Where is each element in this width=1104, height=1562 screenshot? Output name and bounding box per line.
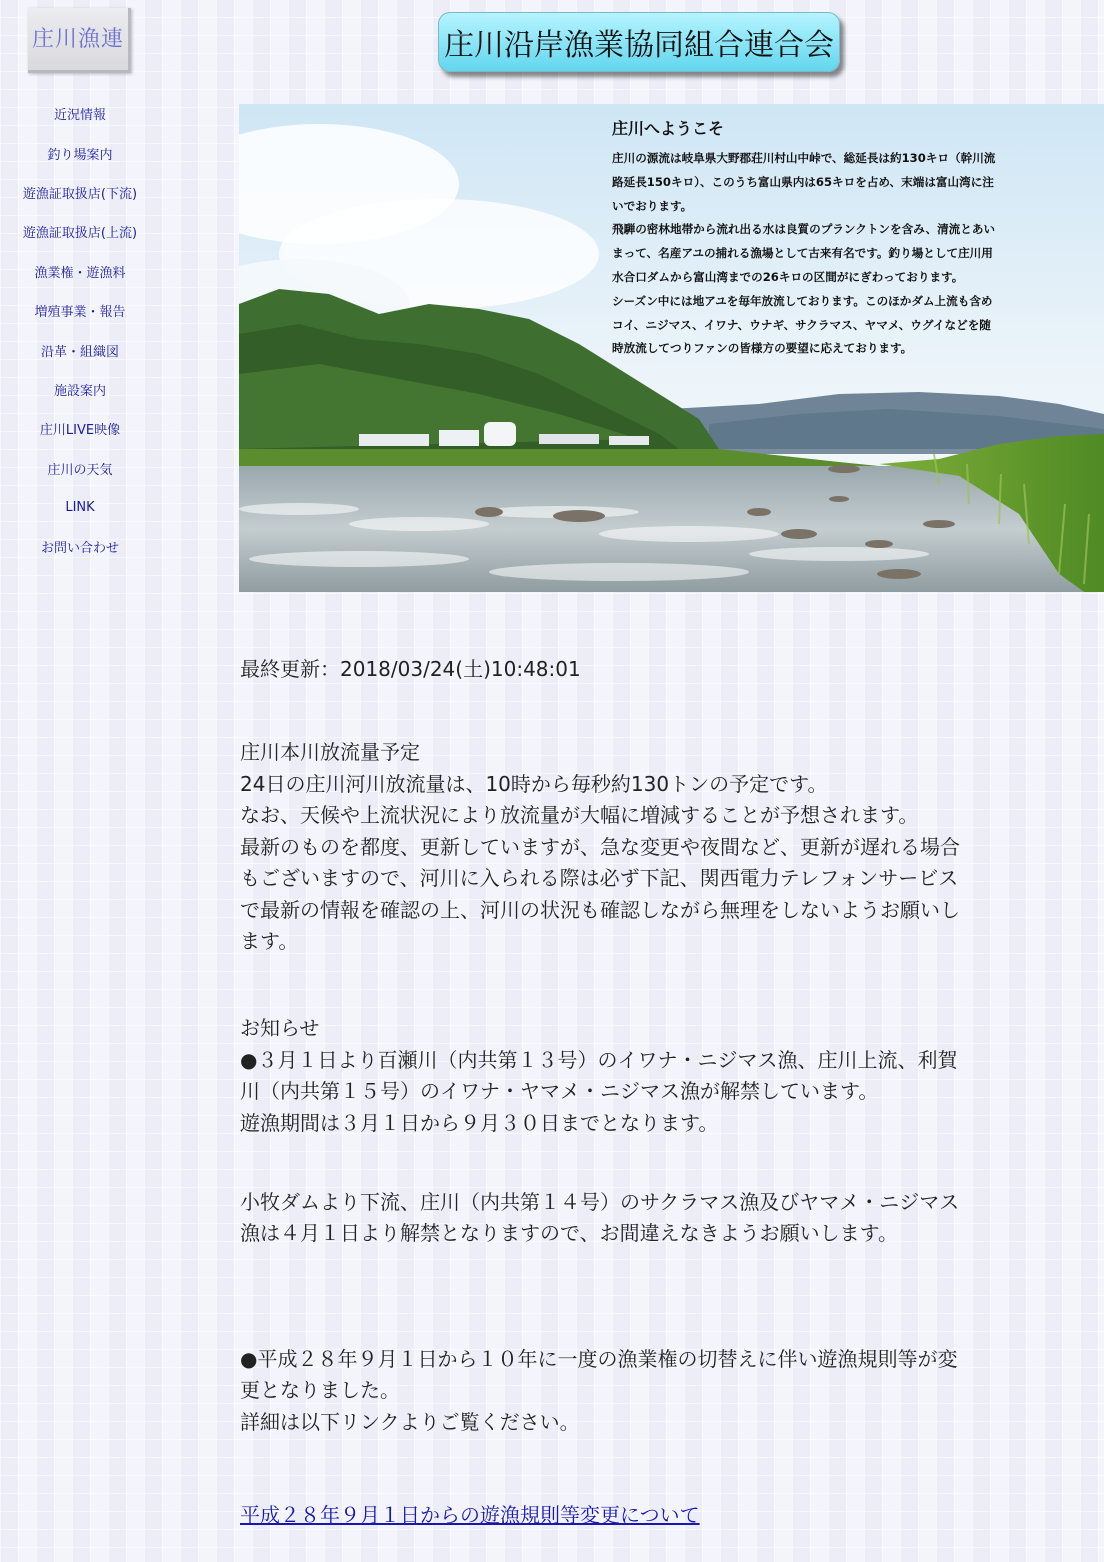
- welcome-heading: 庄川へようこそ: [612, 119, 725, 138]
- sidebar-item-news: [0, 94, 160, 133]
- page-title: 庄川沿岸漁業協同組合連合会: [444, 28, 834, 63]
- sidebar-item-fishing-spots: [0, 133, 160, 172]
- notice-line: 小牧ダムより下流、庄川（内共第１４号）のサクラマス漁及びヤマメ・ニジマス: [240, 1189, 960, 1214]
- sidebar-link-news[interactable]: 近況情報: [53, 108, 106, 124]
- notice-title: お知らせ: [240, 1016, 320, 1040]
- notice-line: 漁は４月１日より解禁となりますので、お間違えなきようお願いします。: [240, 1221, 898, 1245]
- sidebar-link-weather[interactable]: 庄川の天気: [47, 462, 113, 478]
- welcome-line: コイ、ニジマス、イワナ、ウナギ、サクラマス、ヤマメ、ウグイなどを随: [612, 317, 991, 332]
- sidebar-item-link: [0, 488, 160, 527]
- sidebar-item-live-video: [0, 409, 160, 448]
- sidebar-item-dealers-downstream: [0, 173, 160, 212]
- sidebar-item-dealers-upstream: [0, 212, 160, 251]
- discharge-title: 庄川本川放流量予定: [240, 740, 420, 764]
- sidebar-item-facilities: [0, 370, 160, 409]
- notice-line: 遊漁期間は３月１日から９月３０日までとなります。: [240, 1110, 719, 1135]
- sidebar-link-contact[interactable]: お問い合わせ: [40, 541, 119, 557]
- discharge-line: ます。: [240, 929, 299, 953]
- notice-line: ●平成２８年９月１日から１０年に一度の漁業権の切替えに伴い遊漁規則等が変: [240, 1346, 958, 1371]
- discharge-line: で最新の情報を確認の上、河川の状況も確認しながら無理をしないようお願いし: [240, 897, 960, 922]
- welcome-line: いでおります。: [612, 198, 693, 213]
- last-updated: 最終更新：2018/03/24(土)10:48:01: [240, 657, 581, 681]
- page-title-banner: [438, 12, 840, 72]
- main-content: [240, 654, 1104, 1532]
- welcome-line: 水合口ダムから富山湾までの26キロの区間がにぎわっております。: [612, 269, 964, 284]
- sidebar-link-dealers-downstream[interactable]: 遊漁証取扱店(下流): [22, 186, 138, 202]
- notice-line: 詳細は以下リンクよりご覧ください。: [240, 1409, 580, 1434]
- welcome-text-overlay: [612, 116, 1092, 361]
- welcome-line: まって、名産アユの捕れる漁場として古来有名です。釣り場として庄川用: [612, 246, 993, 261]
- sidebar-link-dealers-upstream[interactable]: 遊漁証取扱店(上流): [22, 226, 138, 242]
- welcome-line: 飛騨の密林地帯から流れ出る水は良質のプランクトンを含み、清流とあい: [612, 222, 996, 237]
- sidebar-link-live-video[interactable]: 庄川LIVE映像: [39, 423, 121, 439]
- logo-text: 庄川漁連: [31, 27, 124, 52]
- sidebar-item-history: [0, 330, 160, 369]
- notice-line: ●３月１日より百瀬川（内共第１３号）のイワナ・ニジマス漁、庄川上流、利賀: [240, 1047, 958, 1072]
- sidebar-link-breeding[interactable]: 増殖事業・報告: [34, 305, 126, 321]
- sidebar-item-weather: [0, 449, 160, 488]
- welcome-line: シーズン中には地アユを毎年放流しております。このほかダム上流も含め: [612, 293, 993, 308]
- sidebar-link-fishing-rights[interactable]: 漁業権・遊漁料: [34, 265, 126, 281]
- discharge-line: なお、天候や上流状況により放流量が大幅に増減することが予想されます。: [240, 803, 919, 827]
- discharge-line: 最新のものを都度、更新していますが、急な変更や夜間など、更新が遅れる場合: [240, 834, 960, 859]
- notice-line: 更となりました。: [240, 1378, 400, 1402]
- welcome-line: 時放流してつりファンの皆様方の要望に応えております。: [612, 341, 913, 356]
- sidebar-nav: [0, 94, 160, 567]
- sidebar-item-breeding: [0, 291, 160, 330]
- sidebar-link-link[interactable]: LINK: [65, 500, 95, 516]
- notice-line: 川（内共第１５号）のイワナ・ヤマメ・ニジマス漁が解禁しています。: [240, 1079, 879, 1103]
- sidebar-link-facilities[interactable]: 施設案内: [53, 383, 106, 399]
- sidebar-link-history[interactable]: 沿革・組織図: [40, 344, 119, 360]
- rules-change-link[interactable]: 平成２８年９月１日からの遊漁規則等変更について: [240, 1503, 700, 1527]
- welcome-line: 庄川の源流は岐阜県大野郡荘川村山中峠で、総延長は約130キロ（幹川流: [612, 151, 996, 165]
- sidebar-item-fishing-rights: [0, 252, 160, 291]
- discharge-line: もございますので、河川に入られる際は必ず下記、関西電力テレフォンサービス: [240, 866, 959, 890]
- sidebar-item-contact: [0, 527, 160, 566]
- site-logo[interactable]: [28, 8, 131, 73]
- discharge-line: 24日の庄川河川放流量は、10時から毎秒約130トンの予定です。: [240, 771, 828, 796]
- sidebar-link-fishing-spots[interactable]: 釣り場案内: [47, 147, 113, 163]
- welcome-line: 路延長150キロ）、このうち富山県内は65キロを占め、末端は富山湾に注: [612, 174, 994, 189]
